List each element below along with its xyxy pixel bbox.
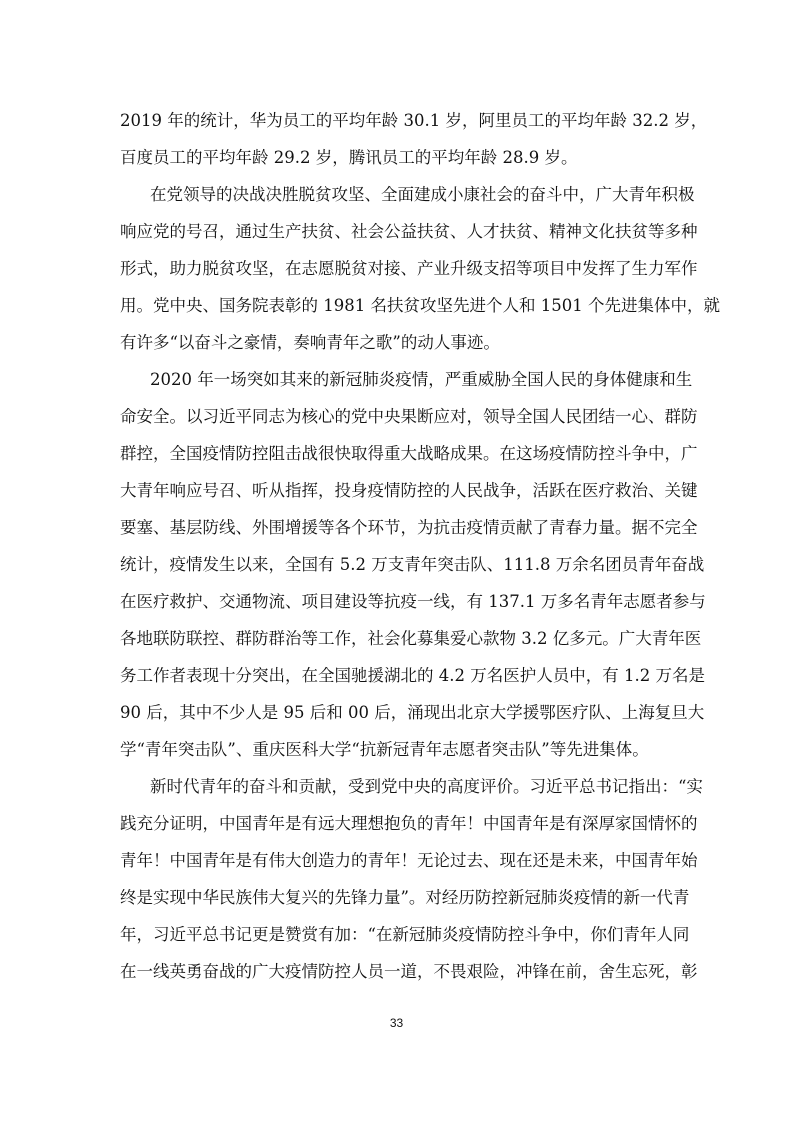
paragraph-3-line-2: 命安全。以习近平同志为核心的党中央果断应对，领导全国人民团结一心、群防 bbox=[120, 407, 698, 426]
paragraph-3-line-10: 90 后，其中不少人是 95 后和 00 后，涌现出北京大学援鄂医疗队、上海复旦大 bbox=[120, 703, 705, 722]
paragraph-3-line-11: 学“青年突击队”、重庆医科大学“抗新冠青年志愿者突击队”等先进集体。 bbox=[120, 740, 649, 759]
page-number: 33 bbox=[389, 1016, 404, 1030]
paragraph-4-line-5: 年，习近平总书记更是赞赏有加：“在新冠肺炎疫情防控斗争中，你们青年人同 bbox=[120, 925, 690, 944]
paragraph-1-line-1: 2019 年的统计，华为员工的平均年龄 30.1 岁，阿里员工的平均年龄 32.2 岁， bbox=[120, 111, 708, 130]
paragraph-3-line-1: 2020 年一场突如其来的新冠肺炎疫情，严重威胁全国人民的身体健康和生 bbox=[150, 370, 693, 389]
paragraph-1-line-2: 百度员工的平均年龄 29.2 岁，腾讯员工的平均年龄 28.9 岁。 bbox=[120, 148, 578, 167]
paragraph-3-line-5: 要塞、基层防线、外围增援等各个环节，为抗击疫情贡献了青春力量。据不完全 bbox=[120, 518, 698, 537]
paragraph-3-line-8: 各地联防联控、群防群治等工作，社会化募集爱心款物 3.2 亿多元。广大青年医 bbox=[120, 629, 702, 648]
paragraph-2-line-3: 形式，助力脱贫攻坚，在志愿脱贫对接、产业升级支招等项目中发挥了生力军作 bbox=[120, 259, 698, 278]
paragraph-4-line-4: 终是实现中华民族伟大复兴的先锋力量”。对经历防控新冠肺炎疫情的新一代青 bbox=[120, 888, 690, 907]
paragraph-2-line-1: 在党领导的决战决胜脱贫攻坚、全面建成小康社会的奋斗中，广大青年积极 bbox=[150, 185, 695, 204]
paragraph-4-line-2: 践充分证明，中国青年是有远大理想抱负的青年！中国青年是有深厚家国情怀的 bbox=[120, 814, 698, 833]
paragraph-3-line-9: 务工作者表现十分突出，在全国驰援湖北的 4.2 万名医护人员中，有 1.2 万名是 bbox=[120, 666, 705, 685]
paragraph-2-line-5: 有许多“以奋斗之豪情，奏响青年之歌”的动人事迹。 bbox=[120, 333, 500, 352]
paragraph-3-line-7: 在医疗救护、交通物流、项目建设等抗疫一线，有 137.1 万多名青年志愿者参与 bbox=[120, 592, 706, 611]
paragraph-4-line-3: 青年！中国青年是有伟大创造力的青年！无论过去、现在还是未来，中国青年始 bbox=[120, 851, 698, 870]
paragraph-3-line-3: 群控，全国疫情防控阻击战很快取得重大战略成果。在这场疫情防控斗争中，广 bbox=[120, 444, 698, 463]
paragraph-3-line-4: 大青年响应号召、听从指挥，投身疫情防控的人民战争，活跃在医疗救治、关键 bbox=[120, 481, 698, 500]
paragraph-2-line-4: 用。党中央、国务院表彰的 1981 名扶贫攻坚先进个人和 1501 个先进集体中，就 bbox=[120, 296, 720, 315]
paragraph-4-line-1: 新时代青年的奋斗和贡献，受到党中央的高度评价。习近平总书记指出：“实 bbox=[150, 777, 703, 796]
paragraph-4-line-6: 在一线英勇奋战的广大疫情防控人员一道，不畏艰险，冲锋在前，舍生忘死，彰 bbox=[120, 962, 698, 981]
paragraph-3-line-6: 统计，疫情发生以来，全国有 5.2 万支青年突击队、111.8 万余名团员青年奋战 bbox=[120, 555, 705, 574]
paragraph-2-line-2: 响应党的号召，通过生产扶贫、社会公益扶贫、人才扶贫、精神文化扶贫等多种 bbox=[120, 222, 698, 241]
